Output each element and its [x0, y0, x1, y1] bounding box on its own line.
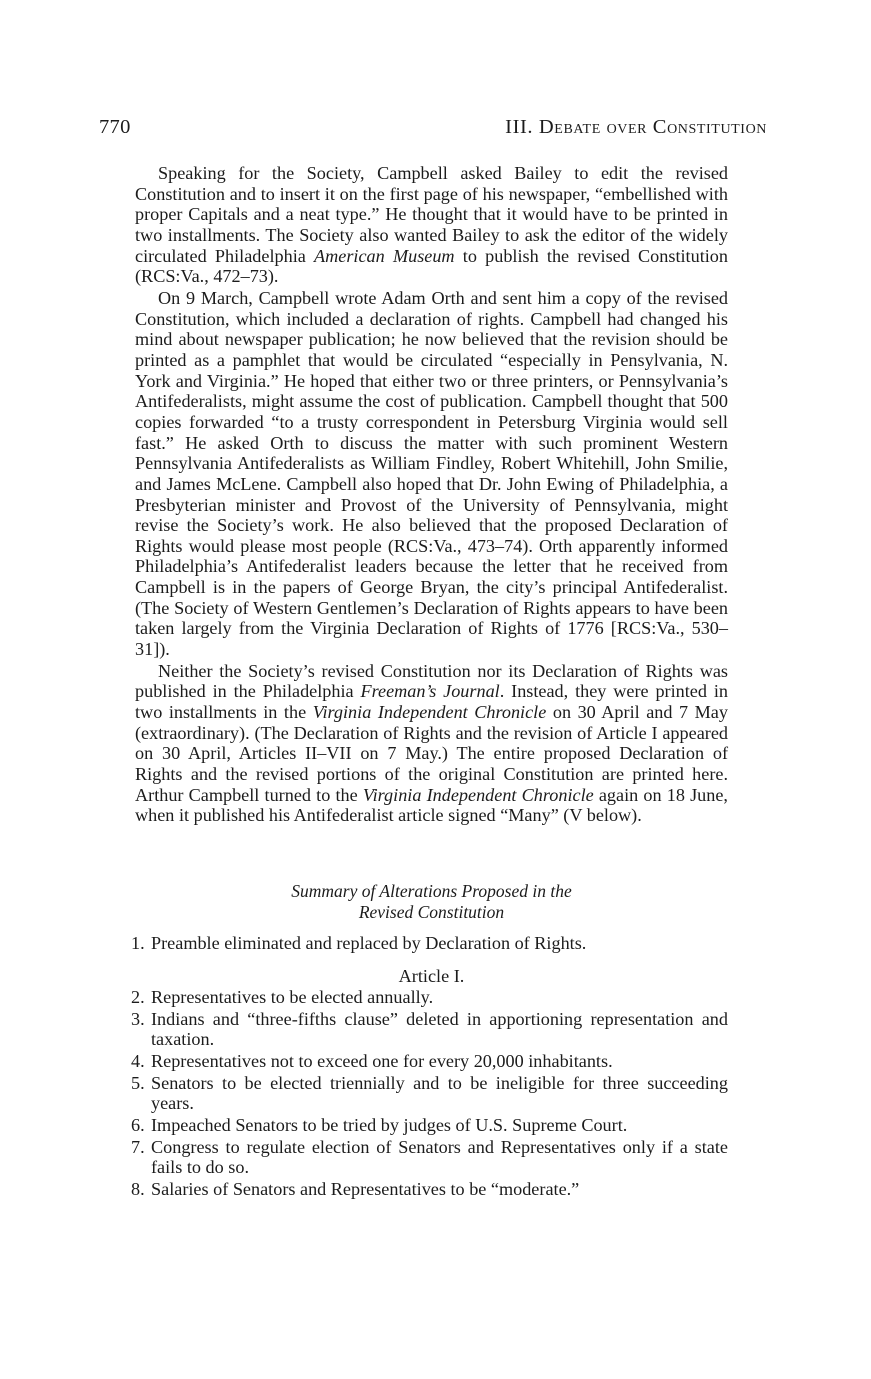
item-number: 1.	[131, 933, 145, 953]
item-number: 3.	[131, 1008, 145, 1029]
paragraph	[135, 163, 728, 287]
page-number: 770	[99, 116, 131, 138]
italic-title: American Museum	[314, 245, 455, 266]
paragraph	[135, 661, 728, 826]
item-text: Representatives to be elected annually.	[151, 987, 434, 1007]
article-list	[131, 987, 728, 1200]
paragraph	[135, 288, 728, 660]
item-text: Senators to be elected triennially and to be ineligible for three succeeding years.	[151, 1072, 728, 1114]
list-item	[131, 1179, 728, 1200]
item-text: Salaries of Senators and Representatives to be “moderate.”	[151, 1178, 580, 1199]
list-item	[131, 1051, 728, 1072]
italic-title: Freeman’s Journal	[360, 681, 500, 702]
item-number: 7.	[131, 1136, 145, 1157]
text-run: On 9 March, Campbell wrote Adam Orth and sent him a copy of the revised Constitution, which included a declaration of rights. Campbell had changed his mind about newspaper publication; he now believed that the revision should be printed as a pamphlet that would be circulated “especially in Pensylvania, N. York and Virginia.” He hoped that either two or three printers, or Pennsylvania’s Antifederalists, might assume the cost of publication. Campbell thought that 500 copies forwarded “to a trusty correspondent in Petersburg Virginia would sell fast.” He asked Orth to discuss the matter with such prominent Western Pennsylvania Antifederalists as William Findley, Robert Whitehill, John Smilie, and James McLene. Campbell also hoped that Dr. John Ewing of Philadelphia, a Presbyterian minister and Provost of the University of Pennsylvania, might revise the Society’s work. He also believed that the proposed Declaration of Rights would please most people (RCS:Va., 473–74). Orth apparently informed Philadelphia’s Antifederalist leaders because the letter that he received from Campbell is in the papers of George Bryan, the city’s principal Antifederalist. (The Society of Western Gentlemen’s Declaration of Rights appears to have been taken largely from the Virginia Declaration of Rights of 1776 [RCS:Va., 530–31]).	[135, 287, 728, 660]
item-number: 2.	[131, 987, 145, 1007]
item-text: Indians and “three-fifths clause” deleted in apportioning representation and taxation.	[151, 1008, 728, 1050]
item-text: Preamble eliminated and replaced by Declaration of Rights.	[151, 933, 587, 953]
list-item	[131, 933, 728, 954]
summary-heading-line: Summary of Alterations Proposed in the	[291, 881, 572, 901]
summary-heading	[135, 881, 728, 922]
text-run: on 30 April and 7 May (extraordinary). (The Declaration of Rights and the revision of Article I appeared on 30 April, Articles II–VII on 7 May.) The entire proposed Declaration of Rights and the revised portions of the original Constitution are printed here. Arthur Campbell turned to the	[135, 702, 728, 805]
text-run: to publish the revised Constitution (RCS:Va., 472–73).	[135, 245, 728, 287]
text-run: again on 18 June, when it published his Antifederalist article signed “Many” (V below).	[135, 784, 728, 826]
item-text: Representatives not to exceed one for every 20,000 inhabitants.	[151, 1050, 613, 1071]
article-heading: Article I.	[398, 966, 465, 986]
list-item	[131, 1073, 728, 1114]
body-text	[135, 163, 728, 826]
item-number: 4.	[131, 1050, 145, 1071]
summary-heading-line: Revised Constitution	[358, 901, 505, 922]
italic-title: Virginia Independent Chronicle	[312, 702, 547, 723]
list-item	[131, 1137, 728, 1178]
item-text: Congress to regulate election of Senators and Representatives only if a state fails to do so.	[151, 1136, 728, 1178]
item-number: 8.	[131, 1178, 145, 1199]
list-item	[131, 987, 728, 1008]
item-text: Impeached Senators to be tried by judges of U.S. Supreme Court.	[151, 1114, 628, 1135]
running-head: III. Debate over Constitution	[505, 116, 767, 138]
text-run: . Instead, they were printed in two installments in the	[135, 681, 728, 723]
list-item	[131, 1115, 728, 1136]
preamble-list	[131, 933, 728, 954]
text-run: Neither the Society’s revised Constitution nor its Declaration of Rights was published in the Philadelphia	[135, 660, 728, 702]
list-item	[131, 1009, 728, 1050]
item-number: 6.	[131, 1114, 145, 1135]
italic-title: Virginia Independent Chronicle	[362, 784, 594, 805]
page-header	[99, 116, 767, 144]
text-run: Speaking for the Society, Campbell asked Bailey to edit the revised Constitution and to insert it on the first page of his newspaper, “embellished with proper Capitals and a neat type.” He thought that it would have to be printed in two installments. The Society also wanted Bailey to ask the editor of the widely circulated Philadelphia	[135, 163, 728, 266]
item-number: 5.	[131, 1072, 145, 1093]
